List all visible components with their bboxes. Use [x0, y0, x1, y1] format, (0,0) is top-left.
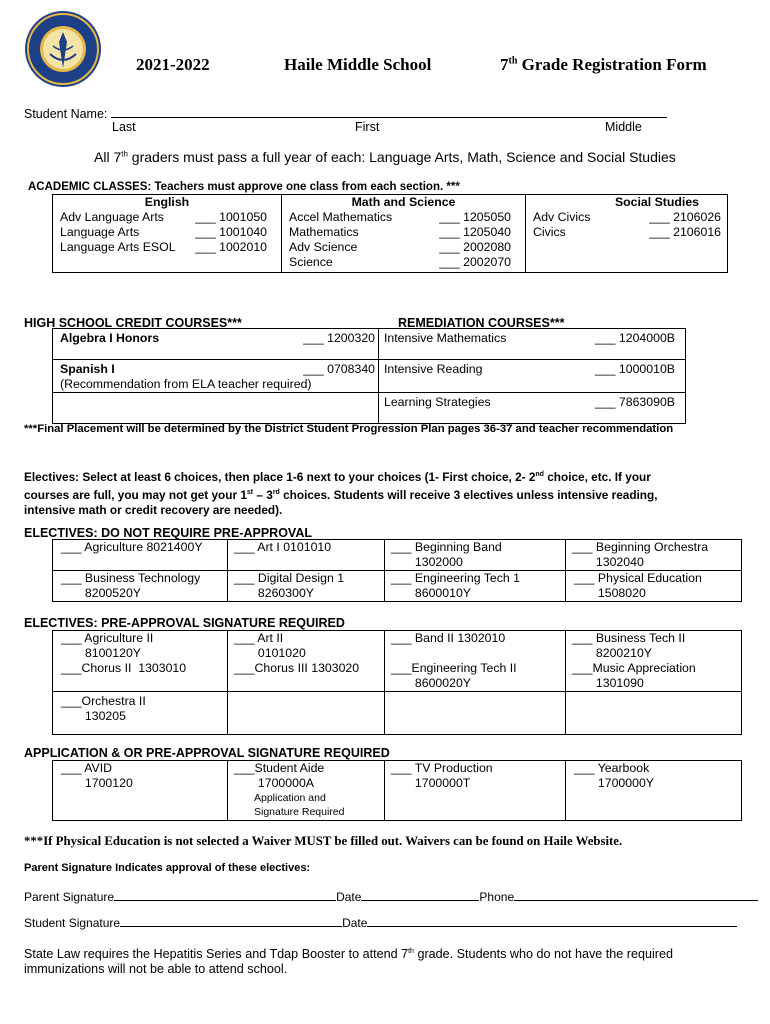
course-code: ___ 2002080 — [439, 240, 511, 254]
course-code: ___ 1001040 — [195, 225, 267, 239]
math-science-course-1[interactable] — [289, 225, 511, 240]
application-heading: APPLICATION & OR PRE-APPROVAL SIGNATURE REQUIRED — [24, 746, 390, 760]
elective-agriculture-ii-chorus-ii[interactable]: ___ Agriculture II 8100120Y ___Chorus II 1303010 — [53, 631, 228, 692]
application-table — [52, 760, 742, 821]
elective-tv-production[interactable]: ___ TV Production 1700000T — [385, 761, 566, 821]
elective-orchestra-ii[interactable]: ___Orchestra II 130205 — [53, 692, 228, 735]
course-algebra[interactable]: Algebra I Honors ___ 1200320 — [60, 331, 375, 345]
school-name: Haile Middle School — [284, 55, 432, 74]
parent-date-field[interactable] — [361, 888, 479, 901]
parent-signature-field[interactable] — [114, 888, 336, 901]
course-name: Mathematics — [289, 225, 359, 239]
course-name: Science — [289, 255, 333, 269]
course-code: ___ 2106016 — [649, 225, 721, 239]
elective-art-ii-chorus-iii[interactable]: ___ Art II 0101020 ___Chorus III 1303020 — [228, 631, 385, 692]
elective-band-ii[interactable]: ___ Band II 1302010 — [391, 631, 506, 645]
waiver-note: ***If Physical Education is not selected a Waiver MUST be filled out. Waivers can be found on Haile Website. — [24, 834, 623, 848]
last-label: Last — [112, 120, 136, 134]
course-code: ___ 1205040 — [439, 225, 511, 239]
course-name: Adv Language Arts — [60, 210, 164, 224]
preapproval-heading: ELECTIVES: PRE-APPROVAL SIGNATURE REQUIRED — [24, 616, 345, 630]
student-name-field[interactable] — [111, 104, 667, 118]
english-course-2[interactable] — [60, 240, 267, 255]
requirement-text: All 7th graders must pass a full year of each: Language Arts, Math, Science and Social Studies — [94, 149, 676, 165]
phone-field[interactable] — [514, 888, 758, 901]
course-name: Accel Mathematics — [289, 210, 393, 224]
course-name: Language Arts ESOL — [60, 240, 176, 254]
state-law-note: State Law requires the Hepatitis Series and Tdap Booster to attend 7th grade. Students who do not have the required immunizations will not be able to attend school. — [24, 947, 674, 977]
spanish-note: (Recommendation from ELA teacher required) — [60, 377, 312, 391]
social-studies-course-1[interactable] — [533, 225, 721, 240]
course-code: ___ 1205050 — [439, 210, 511, 224]
elective-music-appreciation[interactable]: ___Music Appreciation 1301090 — [572, 661, 696, 690]
remediation-heading: REMEDIATION COURSES*** — [398, 316, 565, 330]
electives-intro: Electives: Select at least 6 choices, then place 1-6 next to your choices (1- First choice, 2- 2nd choice, etc. If your courses are full, you may not get your 1st – 3rd choices. Students will receive 3 electives unless intensive reading, intensive math or credit recovery are needed). — [24, 469, 658, 517]
preapproval-table — [52, 630, 742, 735]
math-science-course-2[interactable] — [289, 240, 511, 255]
no-preapproval-table — [52, 539, 742, 602]
no-preapproval-heading: ELECTIVES: DO NOT REQUIRE PRE-APPROVAL — [24, 526, 312, 540]
math-science-course-0[interactable] — [289, 210, 511, 225]
elective-business-tech-ii[interactable]: ___ Business Tech II 8200210Y — [572, 631, 686, 660]
english-course-1[interactable] — [60, 225, 267, 240]
elective-physical-education[interactable]: ___ Physical Education 1508020 — [566, 571, 742, 602]
academic-heading: ACADEMIC CLASSES: Teachers must approve one class from each section. *** — [28, 181, 460, 193]
final-placement-note: ***Final Placement will be determined by the District Student Progression Plan pages 36-37 and teacher recommendation — [24, 423, 674, 435]
course-spanish[interactable]: Spanish I ___ 0708340 — [60, 362, 375, 376]
student-aide-note: Application and Signature Required — [254, 792, 345, 818]
social-studies-course-0[interactable] — [533, 210, 721, 225]
english-column — [53, 195, 282, 273]
english-title: English — [144, 195, 190, 209]
math-science-title: Math and Science — [351, 195, 456, 209]
course-code: ___ 1001050 — [195, 210, 267, 224]
school-year: 2021-2022 — [136, 55, 210, 74]
elective-yearbook[interactable]: ___ Yearbook 1700000Y — [566, 761, 742, 821]
course-code: ___ 2002070 — [439, 255, 511, 269]
elective-student-aide[interactable]: ___Student Aide 1700000A — [234, 761, 325, 790]
course-name: Civics — [533, 225, 566, 239]
course-remediation-0[interactable]: Intensive Mathematics ___ 1204000B — [384, 331, 675, 345]
course-code: ___ 1002010 — [195, 240, 267, 254]
course-code: ___ 2106026 — [649, 210, 721, 224]
social-studies-title: Social Studies — [614, 195, 699, 209]
course-name: Adv Science — [289, 240, 358, 254]
elective-avid[interactable]: ___ AVID 1700120 — [53, 761, 228, 821]
elective-agriculture[interactable]: ___ Agriculture 8021400Y — [53, 540, 228, 571]
math-science-column — [282, 195, 526, 273]
academic-table — [52, 194, 728, 273]
first-label: First — [355, 120, 380, 134]
student-name-label: Student Name: — [24, 104, 667, 121]
elective-beginning-orchestra[interactable]: ___ Beginning Orchestra 1302040 — [566, 540, 742, 571]
elective-engineering-tech-1[interactable]: ___ Engineering Tech 1 8600010Y — [385, 571, 566, 602]
elective-engineering-tech-ii[interactable]: ___Engineering Tech II 8600020Y — [391, 661, 517, 690]
hs-credit-heading: HIGH SCHOOL CREDIT COURSES*** — [24, 316, 242, 330]
math-science-course-3[interactable] — [289, 255, 511, 270]
student-signature-field[interactable] — [120, 914, 342, 927]
parent-signature-row: Parent Signature Date Phone — [24, 888, 758, 904]
english-course-0[interactable] — [60, 210, 267, 225]
elective-digital-design[interactable]: ___ Digital Design 1 8260300Y — [228, 571, 385, 602]
parent-approval-note: Parent Signature Indicates approval of these electives: — [24, 862, 311, 874]
elective-beginning-band[interactable]: ___ Beginning Band 1302000 — [385, 540, 566, 571]
course-remediation-2[interactable]: Learning Strategies ___ 7863090B — [384, 395, 675, 409]
course-remediation-1[interactable]: Intensive Reading ___ 1000010B — [384, 362, 675, 376]
course-name: Adv Civics — [533, 210, 591, 224]
elective-business-technology[interactable]: ___ Business Technology 8200520Y — [53, 571, 228, 602]
middle-label: Middle — [605, 120, 642, 134]
form-title: 7th Grade Registration Form — [500, 55, 707, 74]
district-seal-logo — [24, 10, 102, 88]
elective-art-i[interactable]: ___ Art I 0101010 — [228, 540, 385, 571]
course-name: Language Arts — [60, 225, 140, 239]
student-signature-row: Student Signature Date — [24, 914, 737, 930]
student-date-field[interactable] — [367, 914, 737, 927]
hs-remediation-table — [52, 328, 686, 424]
social-studies-column — [526, 195, 728, 273]
